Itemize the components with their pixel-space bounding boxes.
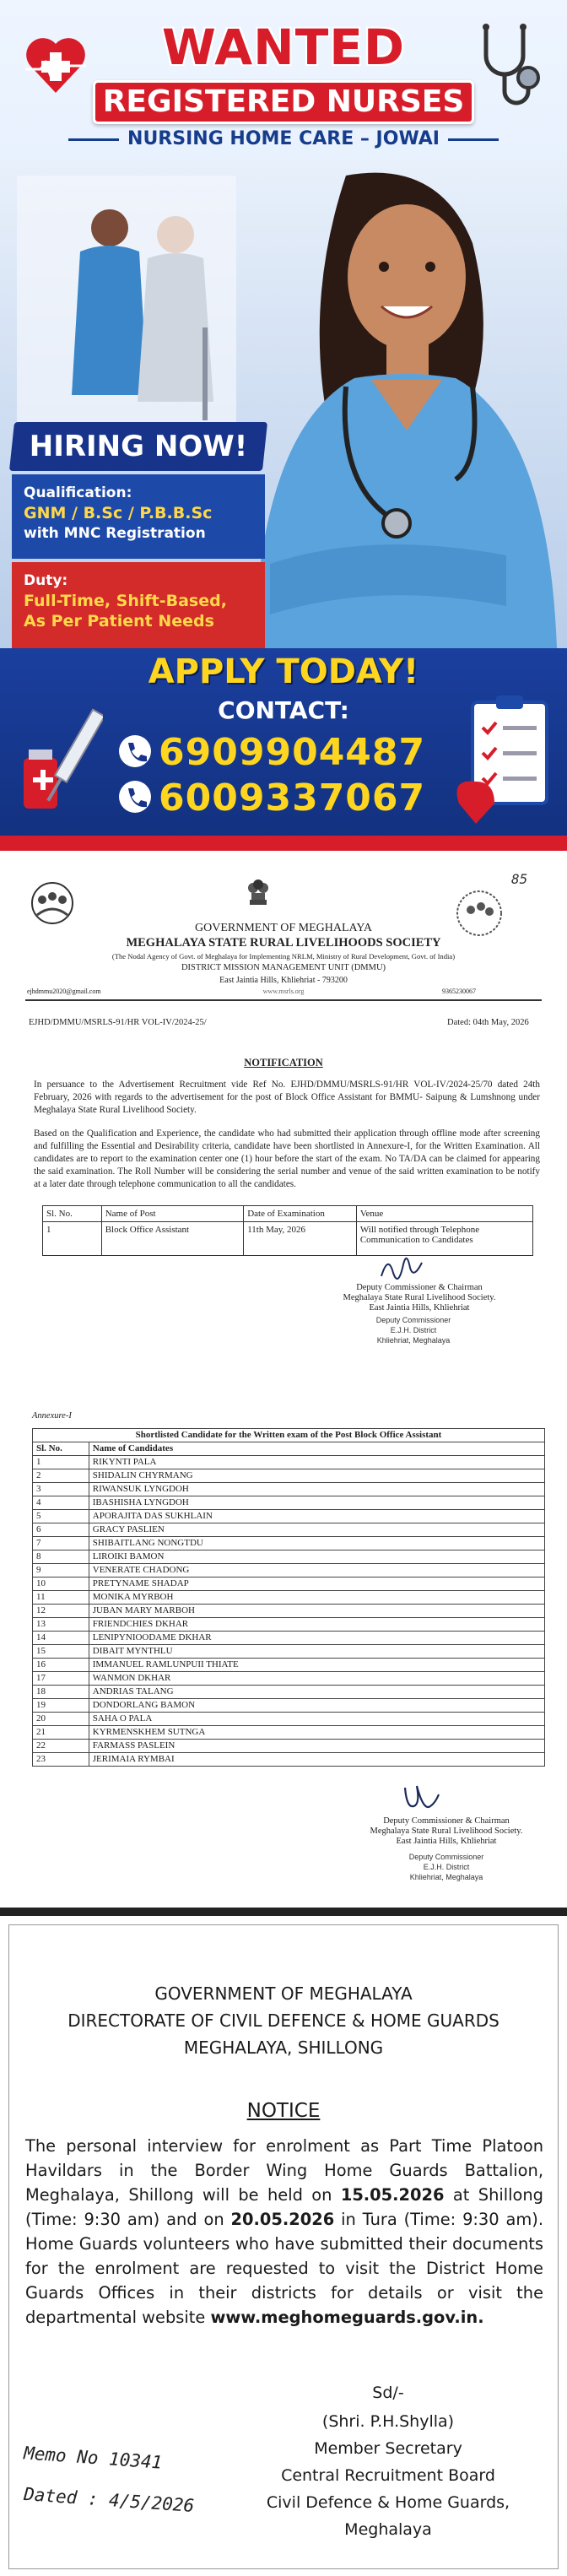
stamp-2 (366, 1852, 526, 1882)
candidate-slno: 7 (33, 1537, 89, 1550)
memo-dated: Dated : 4/5/2026 (23, 2483, 195, 2517)
exam-table-header (43, 1206, 533, 1222)
msrls-notification-page (0, 851, 567, 1908)
notice-date-1: 15.05.2026 (340, 2185, 445, 2205)
qualification-note: with MNC Registration (24, 525, 206, 542)
exam-col-post: Name of Post (101, 1206, 243, 1222)
stethoscope-icon (469, 22, 550, 115)
syringe-vial-icon (19, 699, 103, 825)
candidate-name: WANMON DKHAR (89, 1672, 544, 1686)
apply-today: APPLY TODAY! (148, 652, 419, 691)
notice-sig-2: Central Recruitment Board (281, 2466, 495, 2485)
exam-cell-slno: 1 (43, 1222, 102, 1256)
poster-header (0, 0, 567, 149)
candidate-slno: 1 (33, 1456, 89, 1469)
poster-location: NURSING HOME CARE – JOWAI (0, 128, 567, 149)
table-row (33, 1564, 545, 1578)
memo-number: Memo No 10341 (23, 2443, 164, 2473)
poster-headline: WANTED (161, 19, 406, 76)
exam-table (42, 1205, 533, 1256)
candidate-name: LENIPYNIOODAME DKHAR (89, 1632, 544, 1645)
page-mark: 85 (511, 871, 528, 887)
duty-value-1: Full-Time, Shift-Based, (24, 592, 227, 610)
signature-block-1 (297, 1283, 542, 1313)
candidate-col-name: Name of Candidates (89, 1442, 544, 1456)
notice-sig-4: Meghalaya (344, 2520, 432, 2539)
stamp1-line-2: E.J.H. District (390, 1326, 437, 1334)
table-row (33, 1632, 545, 1645)
notice-heading: NOTICE (246, 2100, 321, 2122)
table-row (33, 1753, 545, 1767)
phone-1-number: 6909904487 (159, 731, 426, 774)
exam-cell-post: Block Office Assistant (101, 1222, 243, 1256)
sig1-line-3: East Jaintia Hills, Khliehriat (369, 1303, 470, 1312)
table-row (33, 1726, 545, 1740)
qualification-text (24, 483, 212, 544)
candidate-slno: 3 (33, 1483, 89, 1496)
table-row (33, 1469, 545, 1483)
candidate-table-header (33, 1442, 545, 1456)
exam-col-venue: Venue (356, 1206, 532, 1222)
table-row (33, 1523, 545, 1537)
notice-date-2: 20.05.2026 (230, 2210, 335, 2229)
notice-city: MEGHALAYA, SHILLONG (183, 2038, 384, 2058)
signature-scribble (378, 1253, 425, 1281)
candidate-name: ANDRIAS TALANG (89, 1686, 544, 1699)
notice-sig-3: Civil Defence & Home Guards, (266, 2493, 510, 2512)
website[interactable]: www.msrls.org (262, 988, 305, 995)
duty-box (12, 562, 265, 648)
dmmu-unit: DISTRICT MISSION MANAGEMENT UNIT (DMMU) (181, 963, 386, 972)
dated: Dated: 04th May, 2026 (447, 1018, 529, 1027)
candidate-slno: 15 (33, 1645, 89, 1659)
table-row (33, 1618, 545, 1632)
candidate-slno: 19 (33, 1699, 89, 1713)
hiring-now-label: HIRING NOW! (29, 430, 248, 463)
gov-title: GOVERNMENT OF MEGHALAYA (194, 922, 372, 934)
notice-website[interactable]: www.meghomeguards.gov.in. (210, 2308, 484, 2327)
table-row (33, 1686, 545, 1699)
nurse-recruitment-poster (0, 0, 567, 851)
notice-sd: Sd/- (372, 2384, 404, 2402)
notice-gov: GOVERNMENT OF MEGHALAYA (154, 1983, 413, 2004)
header-rule (25, 999, 542, 1001)
nodal-agency-line: (The Nodal Agency of Govt. of Meghalaya for Implementing NRLM, Ministry of Rural Development, Govt. of India) (111, 952, 456, 961)
bottom-stripe (0, 836, 567, 851)
exam-col-date: Date of Examination (244, 1206, 357, 1222)
apply-section (0, 648, 567, 851)
notice-body-2: at Shillong (Time: 9:30 am) and on (25, 2185, 543, 2229)
clipboard-checklist-icon (456, 694, 557, 829)
table-row (33, 1713, 545, 1726)
candidate-slno: 13 (33, 1618, 89, 1632)
duty-text (24, 571, 227, 631)
table-row (33, 1740, 545, 1753)
table-row (33, 1483, 545, 1496)
ref-number: EJHD/DMMU/MSRLS-91/HR VOL-IV/2024-25/ (29, 1018, 207, 1027)
candidate-name: IMMANUEL RAMLUNPUII THIATE (89, 1659, 544, 1672)
notification-para-1: In persuance to the Advertisement Recruitment vide Ref No. EJHD/DMMU/MSRLS-91/HR VOL-IV/2024-25/70 dated 24th February, 2026 with regards to the advertisement for the post of Block Office Assistant for BMMU- Saipung & Lumshnong under Meghalaya State Rural Livelihood Society. (34, 1080, 540, 1115)
candidate-table-body (33, 1456, 545, 1767)
candidate-slno: 16 (33, 1659, 89, 1672)
candidate-name: DIBAIT MYNTHLU (89, 1645, 544, 1659)
subheadline-banner (93, 80, 474, 124)
top-divider (0, 1908, 567, 1916)
email[interactable]: ejhdmmu2020@gmail.com (27, 988, 101, 995)
qualification-label: Qualification: (24, 484, 132, 501)
exam-cell-venue: Will notified through Telephone Communication to Candidates (356, 1222, 532, 1256)
candidate-name: SAHA O PALA (89, 1713, 544, 1726)
national-emblem-icon (245, 874, 272, 908)
home-guards-notice (0, 1908, 567, 2576)
stamp2-line-1: Deputy Commissioner (408, 1853, 484, 1861)
nrlm-logo-icon (17, 881, 88, 925)
candidate-slno: 6 (33, 1523, 89, 1537)
candidate-slno: 20 (33, 1713, 89, 1726)
candidate-name: LIROIKI BAMON (89, 1550, 544, 1564)
phone: 9365230067 (442, 988, 476, 995)
notification-heading: NOTIFICATION (244, 1057, 323, 1069)
candidate-slno: 14 (33, 1632, 89, 1645)
candidate-name: FRIENDCHIES DKHAR (89, 1618, 544, 1632)
exam-col-slno: Sl. No. (43, 1206, 102, 1222)
notice-dept: DIRECTORATE OF CIVIL DEFENCE & HOME GUARDS (68, 2010, 500, 2031)
signature-block-2 (332, 1816, 560, 1847)
stamp2-line-2: E.J.H. District (423, 1863, 470, 1871)
table-row (33, 1510, 545, 1523)
candidate-slno: 22 (33, 1740, 89, 1753)
candidate-name: RIKYNTI PALA (89, 1456, 544, 1469)
candidate-name: JERIMAIA RYMBAI (89, 1753, 544, 1767)
table-row (43, 1222, 533, 1256)
candidate-name: SHIDALIN CHYRMANG (89, 1469, 544, 1483)
annexure-title: Shortlisted Candidate for the Written exam of the Post Block Office Assistant (33, 1429, 545, 1442)
exam-cell-date: 11th May, 2026 (244, 1222, 357, 1256)
sig2-line-1: Deputy Commissioner & Chairman (383, 1816, 510, 1826)
candidate-table (32, 1428, 545, 1767)
qualification-box (12, 474, 265, 559)
table-row (33, 1659, 545, 1672)
table-row (33, 1578, 545, 1591)
candidate-name: KYRMENSKHEM SUTNGA (89, 1726, 544, 1740)
candidate-slno: 17 (33, 1672, 89, 1686)
stamp2-line-3: Khliehriat, Meghalaya (409, 1873, 483, 1881)
candidate-name: GRACY PASLIEN (89, 1523, 544, 1537)
contact-label: CONTACT: (218, 696, 349, 724)
poster-subheadline: REGISTERED NURSES (102, 84, 465, 119)
candidate-slno: 2 (33, 1469, 89, 1483)
candidate-slno: 21 (33, 1726, 89, 1740)
candidate-slno: 10 (33, 1578, 89, 1591)
candidate-table-title-row (33, 1429, 545, 1442)
phone-icon (118, 734, 152, 768)
sig2-line-3: East Jaintia Hills, Khliehriat (396, 1837, 497, 1846)
candidate-slno: 4 (33, 1496, 89, 1510)
address: East Jaintia Hills, Khliehriat - 793200 (219, 976, 348, 985)
candidate-slno: 5 (33, 1510, 89, 1523)
candidate-name: PRETYNAME SHADAP (89, 1578, 544, 1591)
table-row (33, 1537, 545, 1550)
table-row (33, 1550, 545, 1564)
hiring-now-banner (9, 422, 267, 471)
sig1-line-2: Meghalaya State Rural Livelihood Society. (343, 1293, 496, 1302)
table-row (33, 1605, 545, 1618)
stamp-1 (338, 1315, 489, 1345)
candidate-name: JUBAN MARY MARBOH (89, 1605, 544, 1618)
annexure-label: Annexure-I (32, 1411, 72, 1421)
notification-para-2: Based on the Qualification and Experience, the candidate who had submitted their application through offline mode after screening and fulfilling the Essential and Desirability criteria, candidate have been shortlisted in Annexure-I, for the Written Examination. All candidates are to report to the examination center one (1) hour before the start of the exam. No TA/DA can be claimed for appearing the said examination. The Roll Number will be considering the serial number and venue of the said written examination to be notify at a later date through telephone communication to all the candidates. (34, 1128, 540, 1189)
phone-2[interactable] (118, 777, 456, 820)
notice-body-3: in Tura (Time: 9:30 am). Home Guards volunteers who have submitted their documents for the enrolment are requested to visit the District Home Guards Offices in their districts for details or visit the departmental website (25, 2210, 544, 2327)
phone-icon (118, 780, 152, 814)
candidate-name: FARMASS PASLEIN (89, 1740, 544, 1753)
notice-body (25, 2134, 543, 2330)
table-row (33, 1645, 545, 1659)
society-name: MEGHALAYA STATE RURAL LIVELIHOODS SOCIETY (126, 936, 441, 950)
candidate-name: APORAJITA DAS SUKHLAIN (89, 1510, 544, 1523)
candidate-name: SHIBAITLANG NONGTDU (89, 1537, 544, 1550)
candidate-name: VENERATE CHADONG (89, 1564, 544, 1578)
notice-signatory: (Shri. P.H.Shylla) (321, 2412, 455, 2431)
phone-1[interactable] (118, 731, 456, 774)
candidate-slno: 23 (33, 1753, 89, 1767)
table-row (33, 1672, 545, 1686)
duty-value-2: As Per Patient Needs (24, 612, 214, 630)
signature-scribble (400, 1779, 442, 1813)
table-row (33, 1591, 545, 1605)
stamp1-line-3: Khliehriat, Meghalaya (376, 1336, 451, 1345)
candidate-name: RIWANSUK LYNGDOH (89, 1483, 544, 1496)
notice-body-1: The personal interview for enrolment as Part Time Platoon Havildars in the Border Wing Home Guards Battalion, Meghalaya, Shillong will be held on (25, 2136, 543, 2205)
sig2-line-2: Meghalaya State Rural Livelihood Society. (370, 1826, 523, 1836)
qualification-value: GNM / B.Sc / P.B.B.Sc (24, 504, 213, 522)
stamp1-line-1: Deputy Commissioner (375, 1316, 451, 1324)
candidate-slno: 8 (33, 1550, 89, 1564)
table-row (33, 1699, 545, 1713)
sig1-line-1: Deputy Commissioner & Chairman (356, 1283, 483, 1292)
candidate-slno: 12 (33, 1605, 89, 1618)
candidate-col-slno: Sl. No. (33, 1442, 89, 1456)
duty-label: Duty: (24, 572, 68, 589)
table-row (33, 1496, 545, 1510)
candidate-slno: 18 (33, 1686, 89, 1699)
candidate-slno: 11 (33, 1591, 89, 1605)
phone-2-number: 6009337067 (159, 777, 426, 820)
candidate-name: MONIKA MYRBOH (89, 1591, 544, 1605)
candidate-name: DONDORLANG BAMON (89, 1699, 544, 1713)
notice-sig-1: Member Secretary (314, 2439, 462, 2458)
candidate-slno: 9 (33, 1564, 89, 1578)
table-row (33, 1456, 545, 1469)
candidate-name: IBASHISHA LYNGDOH (89, 1496, 544, 1510)
